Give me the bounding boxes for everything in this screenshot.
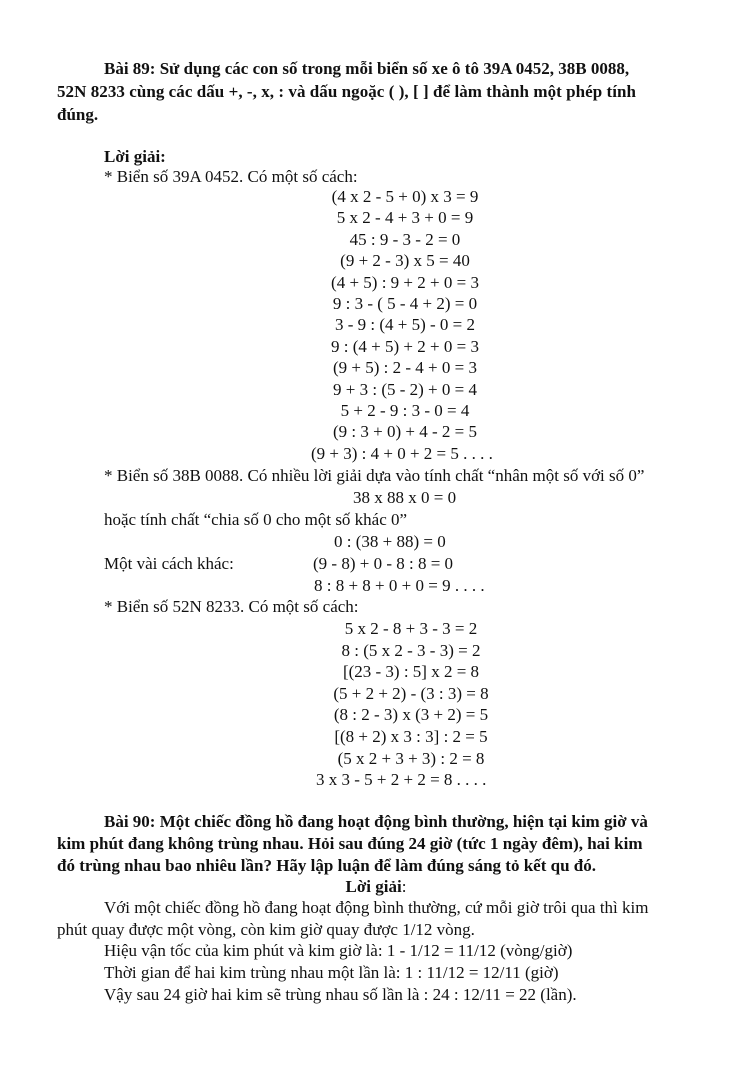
bai89-title-line3: đúng. (57, 105, 99, 124)
bai90-line3: Thời gian để hai kim trùng nhau một lần là: 1 : 11/12 = 12/11 (giờ) (104, 963, 559, 982)
plate1-equation: (4 + 5) : 9 + 2 + 0 = 3 (331, 272, 479, 292)
plate3-equation: (5 x 2 + 3 + 3) : 2 = 8 (337, 748, 485, 768)
bai90-title-line2: kim phút đang không trùng nhau. Hỏi sau đúng 24 giờ (tức 1 ngày đêm), hai kim (57, 834, 643, 853)
plate2-mid-text: hoặc tính chất “chia số 0 cho một số khác 0” (104, 510, 408, 529)
plate2-intro: * Biển số 38B 0088. Có nhiều lời giải dựa vào tính chất “nhân một số với số 0” (104, 466, 645, 485)
plate1-equation: (9 + 5) : 2 - 4 + 0 = 3 (333, 358, 477, 378)
plate1-equation: 45 : 9 - 3 - 2 = 0 (349, 229, 461, 249)
plate2-equation-1: 38 x 88 x 0 = 0 (353, 488, 457, 507)
plate3-equations (296, 618, 526, 791)
plate1-equation: 5 x 2 - 4 + 3 + 0 = 9 (336, 208, 474, 228)
plate3-equation: 5 x 2 - 8 + 3 - 3 = 2 (344, 619, 478, 638)
plate1-equation: (4 x 2 - 5 + 0) x 3 = 9 (331, 187, 479, 206)
plate2-equation-3: (9 - 8) + 0 - 8 : 8 = 0 (313, 554, 454, 573)
bai90-para1-line2: phút quay được một vòng, còn kim giờ quay được 1/12 vòng. (57, 920, 475, 939)
bai90-title-line3: đó trùng nhau bao nhiêu lần? Hãy lập luận để làm đúng sáng tỏ kết qu đó. (57, 856, 596, 875)
plate1-intro: * Biển số 39A 0452. Có một số cách: (104, 167, 358, 186)
plate2-other-label: Một vài cách khác: (104, 554, 234, 573)
bai89-title-line2: 52N 8233 cùng các dấu +, -, x, : và dấu ngoặc ( ), [ ] để làm thành một phép tính (57, 82, 637, 101)
bai90-solution-heading (0, 876, 752, 899)
plate2-equation-4: 8 : 8 + 8 + 0 + 0 = 9 . . . . (314, 576, 485, 595)
plate1-equation: (9 + 3) : 4 + 0 + 2 = 5 . . . . (311, 443, 493, 463)
plate1-equation: 9 + 3 : (5 - 2) + 0 = 4 (333, 379, 477, 399)
bai89-title-line1: Bài 89: Sử dụng các con số trong mỗi biển số xe ô tô 39A 0452, 38B 0088, (104, 59, 630, 78)
plate3-equation: 3 x 3 - 5 + 2 + 2 = 8 . . . . (316, 770, 487, 790)
plate1-equation: 9 : (4 + 5) + 2 + 0 = 3 (331, 336, 479, 356)
plate3-intro: * Biển số 52N 8233. Có một số cách: (104, 597, 359, 616)
plate3-equation: [(23 - 3) : 5] x 2 = 8 (342, 662, 480, 682)
plate3-equation: [(8 + 2) x 3 : 3] : 2 = 5 (334, 726, 488, 746)
plate3-equation: 8 : (5 x 2 - 3 - 3) = 2 (341, 640, 481, 660)
bai90-solution-colon: : (401, 877, 407, 896)
plate1-equation: 5 + 2 - 9 : 3 - 0 = 4 (340, 400, 470, 420)
bai90-line4: Vậy sau 24 giờ hai kim sẽ trùng nhau số lần là : 24 : 12/11 = 22 (lần). (104, 985, 577, 1004)
plate1-equation: (9 : 3 + 0) + 4 - 2 = 5 (333, 422, 477, 442)
bai90-para1-line1: Với một chiếc đồng hồ đang hoạt động bình thường, cứ mỗi giờ trôi qua thì kim (104, 898, 649, 917)
plate1-equation: (9 + 2 - 3) x 5 = 40 (340, 251, 470, 271)
bai90-line2: Hiệu vận tốc của kim phút và kim giờ là: 1 - 1/12 = 11/12 (vòng/giờ) (104, 941, 573, 960)
plate1-equation: 3 - 9 : (4 + 5) - 0 = 2 (334, 315, 476, 335)
bai90-title-line1: Bài 90: Một chiếc đồng hồ đang hoạt động bình thường, hiện tại kim giờ và (104, 812, 648, 831)
plate1-equations (290, 186, 520, 464)
plate1-equation: 9 : 3 - ( 5 - 4 + 2) = 0 (332, 293, 478, 313)
plate2-equation-2: 0 : (38 + 88) = 0 (334, 532, 446, 551)
bai90-solution-label: Lời giải (345, 877, 402, 896)
plate3-equation: (8 : 2 - 3) x (3 + 2) = 5 (333, 705, 489, 725)
plate3-equation: (5 + 2 + 2) - (3 : 3) = 8 (333, 683, 489, 703)
bai89-solution-label: Lời giải: (104, 147, 166, 166)
